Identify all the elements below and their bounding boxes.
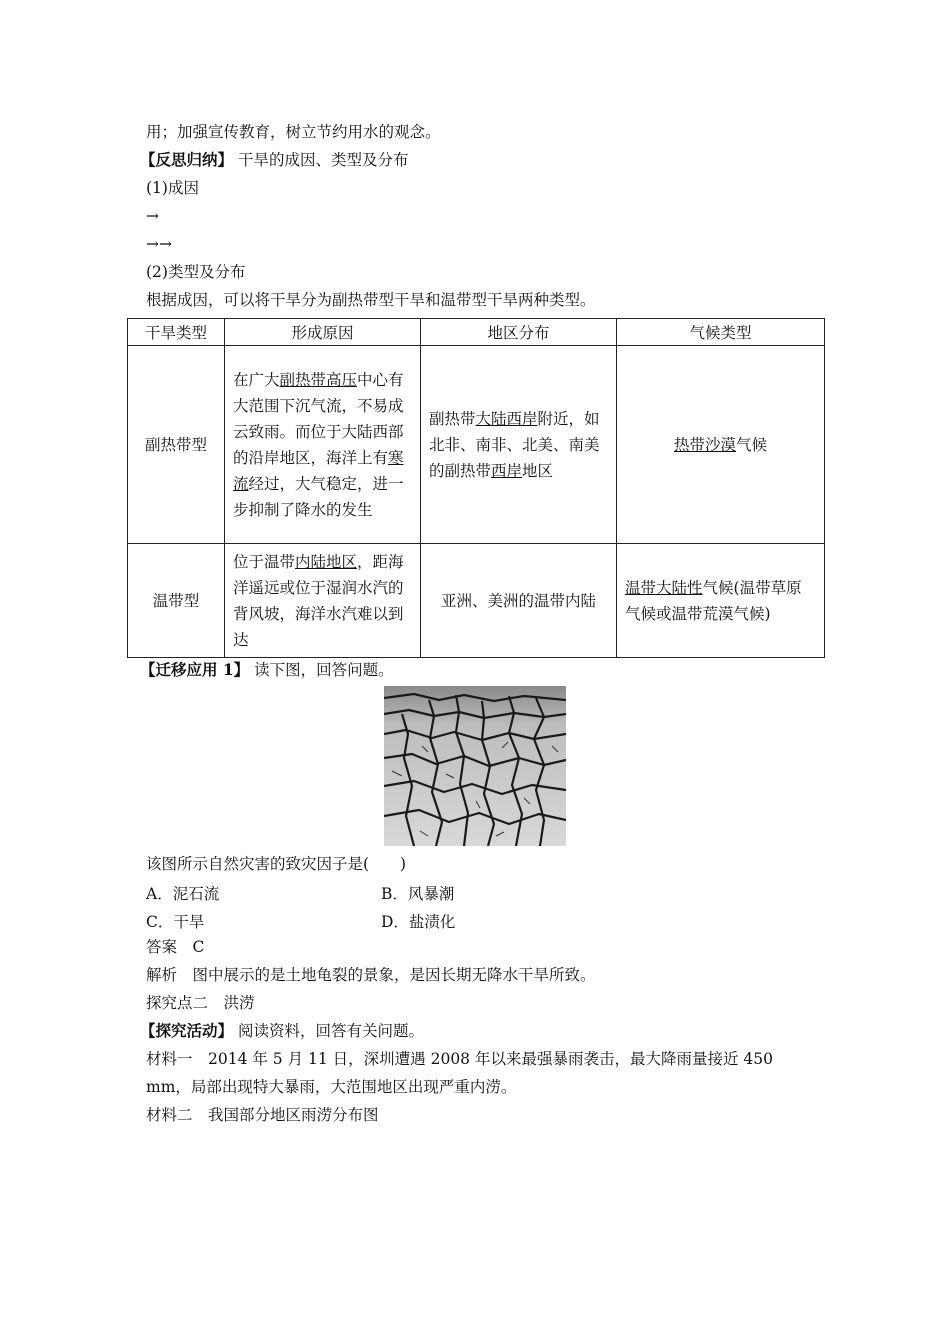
option-c[interactable]: C．干旱 xyxy=(146,913,205,931)
row2-cause: 位于温带内陆地区，距海洋遥远或位于湿润水汽的背风坡，海洋水汽难以到达 xyxy=(225,544,421,658)
table-row xyxy=(128,544,825,658)
row1-climate: 热带沙漠气候 xyxy=(617,346,825,544)
cracked-earth-photo xyxy=(384,686,566,846)
material-one-line-1: 材料一 2014 年 5 月 11 日，深圳遭遇 2008 年以来最强暴雨袭击，最大降雨量接近 450 xyxy=(146,1050,773,1068)
section-two-heading: 探究点二 洪涝 xyxy=(146,994,255,1012)
cause-arrow-2: →→ xyxy=(146,235,172,253)
material-two: 材料二 我国部分地区雨涝分布图 xyxy=(146,1106,379,1124)
row2-distribution: 亚洲、美洲的温带内陆 xyxy=(421,544,617,658)
row2-type: 温带型 xyxy=(128,544,225,658)
row1-cause: 在广大副热带高压中心有大范围下沉气流，不易成云致雨。而位于大陆西部的沿岸地区，海洋上有寒流经过，大气稳定，进一步抑制了降水的发生 xyxy=(225,346,421,544)
activity-heading xyxy=(140,1021,424,1041)
type-heading: (2)类型及分布 xyxy=(146,263,246,281)
reflect-heading xyxy=(140,150,408,170)
cause-arrow-1: → xyxy=(146,207,159,225)
question: 该图所示自然灾害的致灾因子是( ) xyxy=(146,855,407,873)
header-distribution: 地区分布 xyxy=(421,319,617,346)
option-d[interactable]: D．盐渍化 xyxy=(381,913,456,931)
transfer-text: 读下图，回答问题。 xyxy=(254,661,394,679)
table-header-row xyxy=(128,319,825,346)
row1-distribution: 副热带大陆西岸附近，如北非、南非、北美、南美的副热带西岸地区 xyxy=(421,346,617,544)
header-climate: 气候类型 xyxy=(617,319,825,346)
cause-heading: (1)成因 xyxy=(146,179,199,197)
transfer-heading xyxy=(140,660,394,680)
row2-climate: 温带大陆性气候(温带草原气候或温带荒漠气候) xyxy=(617,544,825,658)
type-description: 根据成因，可以将干旱分为副热带型干旱和温带型干旱两种类型。 xyxy=(146,291,596,309)
drought-table xyxy=(127,318,825,658)
activity-text: 阅读资料，回答有关问题。 xyxy=(237,1022,424,1040)
row1-type: 副热带型 xyxy=(128,346,225,544)
reflect-title: 干旱的成因、类型及分布 xyxy=(237,151,409,169)
header-cause: 形成原因 xyxy=(225,319,421,346)
option-b[interactable]: B．风暴潮 xyxy=(381,885,455,903)
header-type: 干旱类型 xyxy=(128,319,225,346)
reflect-tag: 【反思归纳】 xyxy=(140,150,234,169)
intro-line: 用；加强宣传教育，树立节约用水的观念。 xyxy=(146,123,441,141)
material-one-line-2: mm，局部出现特大暴雨，大范围地区出现严重内涝。 xyxy=(146,1078,517,1096)
transfer-tag: 【迁移应用 1】 xyxy=(140,660,250,679)
table-row xyxy=(128,346,825,544)
answer: 答案 C xyxy=(146,938,205,956)
analysis: 解析 图中展示的是土地龟裂的景象，是因长期无降水干旱所致。 xyxy=(146,966,596,984)
option-a[interactable]: A．泥石流 xyxy=(146,885,220,903)
activity-tag: 【探究活动】 xyxy=(140,1021,234,1040)
